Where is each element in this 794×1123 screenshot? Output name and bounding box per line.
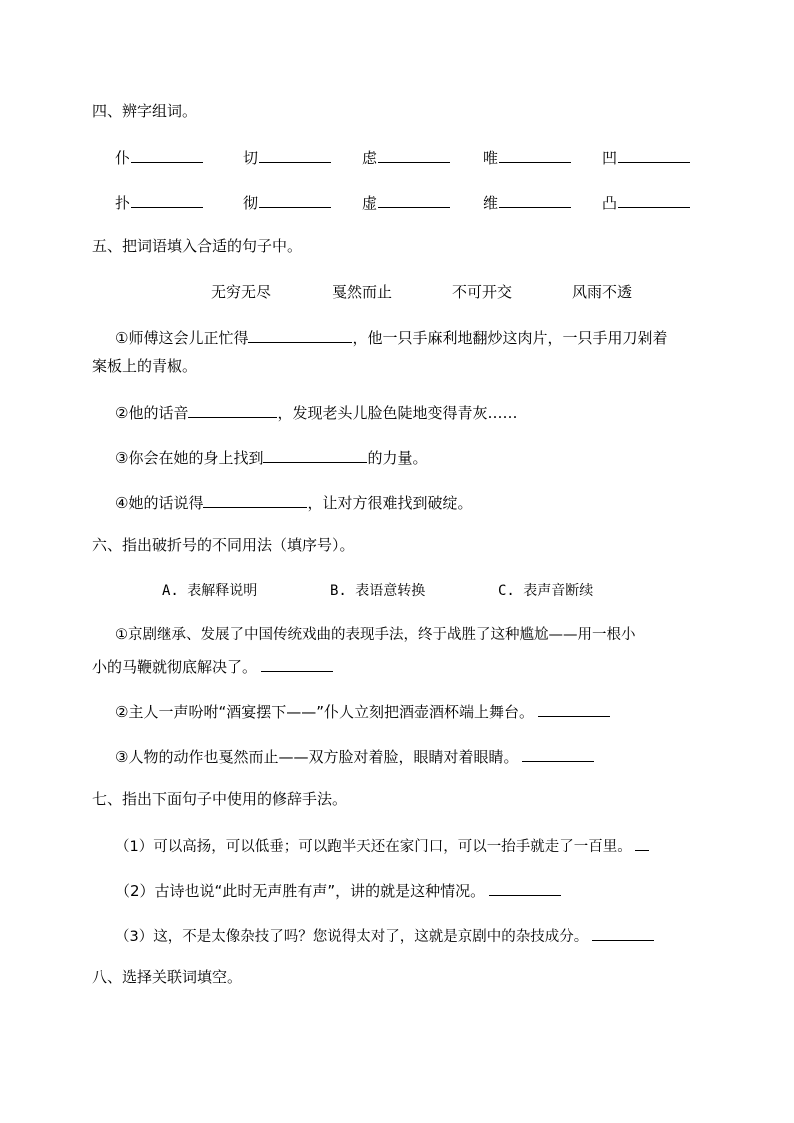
- answer-blank[interactable]: [188, 401, 277, 418]
- section-8-heading: 八、选择关联词填空。: [92, 968, 243, 986]
- char-label: 切: [243, 149, 259, 167]
- char-label: 维: [483, 194, 499, 212]
- question-7-3: （3）这，不是太像杂技了吗？您说得太对了，这就是京剧中的杂技成分。: [115, 924, 654, 947]
- answer-blank[interactable]: [538, 700, 610, 717]
- question-5-1: ①师傅这会儿正忙得 ，他一只手麻利地翻炒这肉片，一只手用刀剁着: [115, 326, 667, 348]
- answer-blank[interactable]: [259, 146, 331, 163]
- char-label: 扑: [115, 194, 131, 212]
- question-6-1: ①京剧继承、发展了中国传统戏曲的表现手法，终于战胜了这种尴尬——用一根小: [115, 627, 636, 643]
- char-label: 仆: [115, 149, 131, 167]
- answer-blank[interactable]: [499, 191, 571, 208]
- char-label: 凹: [602, 149, 618, 167]
- option-a: A. 表解释说明: [162, 583, 258, 599]
- question-5-2: ②他的话音 ，发现老头儿脸色陡地变得青灰……: [115, 401, 517, 423]
- char-label: 彻: [243, 194, 259, 212]
- question-5-1-cont: 案板上的青椒。: [92, 357, 198, 375]
- question-5-3: ③你会在她的身上找到 的力量。: [115, 446, 427, 468]
- char-item: [115, 191, 203, 213]
- char-label: 虚: [362, 194, 378, 212]
- word-bank-item: 不可开交: [452, 283, 513, 301]
- char-item: [602, 146, 690, 168]
- answer-blank[interactable]: [203, 491, 307, 508]
- question-5-4: ④她的话说得 ，让对方很难找到破绽。: [115, 491, 472, 513]
- answer-blank[interactable]: [259, 191, 331, 208]
- char-item: [115, 146, 203, 168]
- answer-blank[interactable]: [263, 446, 367, 463]
- answer-blank[interactable]: [378, 146, 450, 163]
- answer-blank[interactable]: [592, 924, 654, 941]
- char-label: 虑: [362, 149, 378, 167]
- answer-blank[interactable]: [378, 191, 450, 208]
- word-bank-item: 风雨不透: [572, 283, 633, 301]
- char-item: [362, 191, 450, 213]
- char-label: 唯: [483, 149, 499, 167]
- answer-blank[interactable]: [499, 146, 571, 163]
- char-item: [243, 191, 331, 213]
- section-6-heading: 六、指出破折号的不同用法（填序号）。: [92, 536, 355, 554]
- answer-blank[interactable]: [522, 745, 594, 762]
- section-5-heading: 五、把词语填入合适的句子中。: [92, 237, 303, 255]
- char-item: [243, 146, 331, 168]
- answer-blank[interactable]: [131, 146, 203, 163]
- word-bank-item: 无穷无尽: [211, 283, 272, 301]
- answer-blank[interactable]: [489, 879, 561, 896]
- answer-blank[interactable]: [618, 191, 690, 208]
- question-6-1-cont: 小的马鞭就彻底解决了。: [92, 655, 333, 677]
- answer-blank[interactable]: [131, 191, 203, 208]
- char-item: [483, 191, 571, 213]
- answer-blank[interactable]: [261, 655, 333, 672]
- char-item: [483, 146, 571, 168]
- answer-blank[interactable]: [618, 146, 690, 163]
- section-4-heading: 四、辨字组词。: [92, 102, 198, 120]
- char-item: [362, 146, 450, 168]
- char-label: 凸: [602, 194, 618, 212]
- section-7-heading: 七、指出下面句子中使用的修辞手法。: [92, 790, 348, 808]
- answer-blank[interactable]: [248, 326, 352, 343]
- question-7-1: （1）可以高扬，可以低垂；可以跑半天还在家门口，可以一抬手就走了一百里。: [115, 834, 649, 857]
- char-item: [602, 191, 690, 213]
- question-6-2: ②主人一声吩咐“酒宴摆下——”仆人立刻把酒壶酒杯端上舞台。: [115, 700, 610, 722]
- word-bank-item: 戛然而止: [332, 283, 393, 301]
- option-c: C. 表声音断续: [498, 583, 594, 599]
- question-6-3: ③人物的动作也戛然而止——双方脸对着脸，眼睛对着眼睛。: [115, 745, 594, 767]
- answer-blank[interactable]: [635, 834, 649, 851]
- option-b: B. 表语意转换: [330, 583, 426, 599]
- question-7-2: （2）古诗也说“此时无声胜有声”，讲的就是这种情况。: [115, 879, 561, 901]
